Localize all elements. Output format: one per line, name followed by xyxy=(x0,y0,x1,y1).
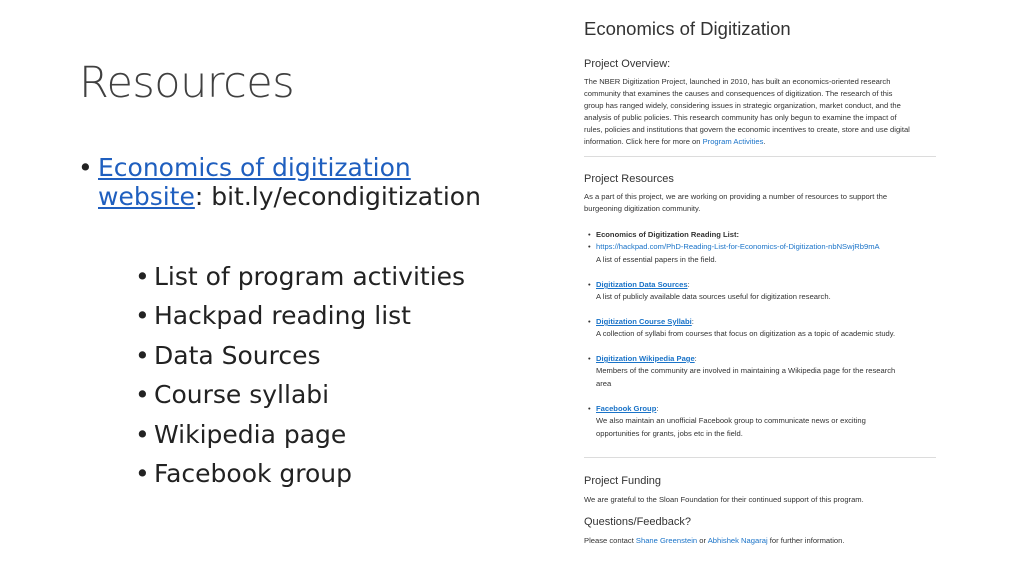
funding-text: We are grateful to the Sloan Foundation for their continued support of this program. xyxy=(584,495,864,504)
feedback-heading: Questions/Feedback? xyxy=(584,516,692,528)
bullet-dot: • xyxy=(135,380,150,410)
facebook-group-link[interactable]: Facebook Group xyxy=(596,404,657,413)
resource-item-course-syllabi: • Digitization Course Syllabi: A collection of syllabi from courses that focus on digitization as a topic of academic study. xyxy=(588,317,896,339)
panel-title: Economics of Digitization xyxy=(584,18,791,39)
divider xyxy=(584,156,936,157)
website-link[interactable]: website xyxy=(98,182,195,211)
overview-heading: Project Overview: xyxy=(584,58,671,70)
resource-item-facebook: • Facebook Group: We also maintain an unofficial Facebook group to communicate news or exciting opportunities for grants, jobs etc in the field. xyxy=(588,404,866,438)
slide-title: Resources xyxy=(79,58,295,108)
bullet-dot: • xyxy=(78,153,93,182)
bullet-dot: • xyxy=(135,262,150,291)
econ-digitization-link[interactable]: Economics of digitization xyxy=(98,153,411,182)
resources-intro: As a part of this project, we are working on providing a number of resources to support the burgeoning digitization community. xyxy=(584,192,888,214)
sub-item: • Data Sources xyxy=(135,336,465,375)
sub-item: • Wikipedia page xyxy=(135,415,465,454)
short-url-text: : bit.ly/econdigitization xyxy=(194,182,481,211)
sub-item: • Hackpad reading list xyxy=(135,296,465,335)
resource-item-data-sources: • Digitization Data Sources: A list of publicly available data sources useful for digitization research. xyxy=(588,280,831,302)
wikipedia-page-link[interactable]: Digitization Wikipedia Page xyxy=(596,354,695,363)
shane-greenstein-link[interactable]: Shane Greenstein xyxy=(635,536,698,545)
main-bullet xyxy=(78,153,498,211)
bullet-dot: • xyxy=(135,340,150,370)
bullet-dot: • xyxy=(135,419,150,449)
sub-item: • List of program activities xyxy=(135,257,465,296)
sub-item: • Course syllabi xyxy=(135,375,465,414)
abhishek-nagaraj-link[interactable]: Abhishek Nagaraj xyxy=(707,536,768,545)
hackpad-link[interactable]: https://hackpad.com/PhD-Reading-List-for-Economics-of-Digitization-nbNSwjRb9mA xyxy=(596,242,880,252)
sub-bullet-list xyxy=(135,257,465,493)
divider xyxy=(584,457,936,458)
bullet-dot: • xyxy=(135,301,150,331)
resource-item-reading-list: • Economics of Digitization Reading List: https://hackpad.com/PhD-Reading-List-for-Economics-of-Digitization-nbNSwjRb9mA A list of essential papers in the field. xyxy=(588,230,880,264)
funding-heading: Project Funding xyxy=(584,475,662,487)
resources-heading: Project Resources xyxy=(584,173,674,185)
resource-item-wikipedia: • Digitization Wikipedia Page: Members of the community are involved in maintaining a Wikipedia page for the research area xyxy=(588,354,896,388)
data-sources-link[interactable]: Digitization Data Sources xyxy=(596,280,688,289)
feedback-text: Please contact Shane Greenstein or Abhishek Nagaraj for further information. xyxy=(584,536,845,545)
bullet-dot: • xyxy=(135,458,150,488)
overview-text: The NBER Digitization Project, launched in 2010, has built an economics-oriented research community that examines the causes and consequences of digitization. The research of this group has ranged widely, considering issues in strategic organization, market conduct, and the analysis of public policies. This research community has only begun to examine the impact of rules, policies and institutions that govern the economic incentives to create, store and use digital information. Click here for more on Program Activities. xyxy=(584,77,910,147)
sub-item: • Facebook group xyxy=(135,454,465,493)
course-syllabi-link[interactable]: Digitization Course Syllabi xyxy=(596,317,692,326)
program-activities-link[interactable]: Program Activities xyxy=(702,137,764,147)
